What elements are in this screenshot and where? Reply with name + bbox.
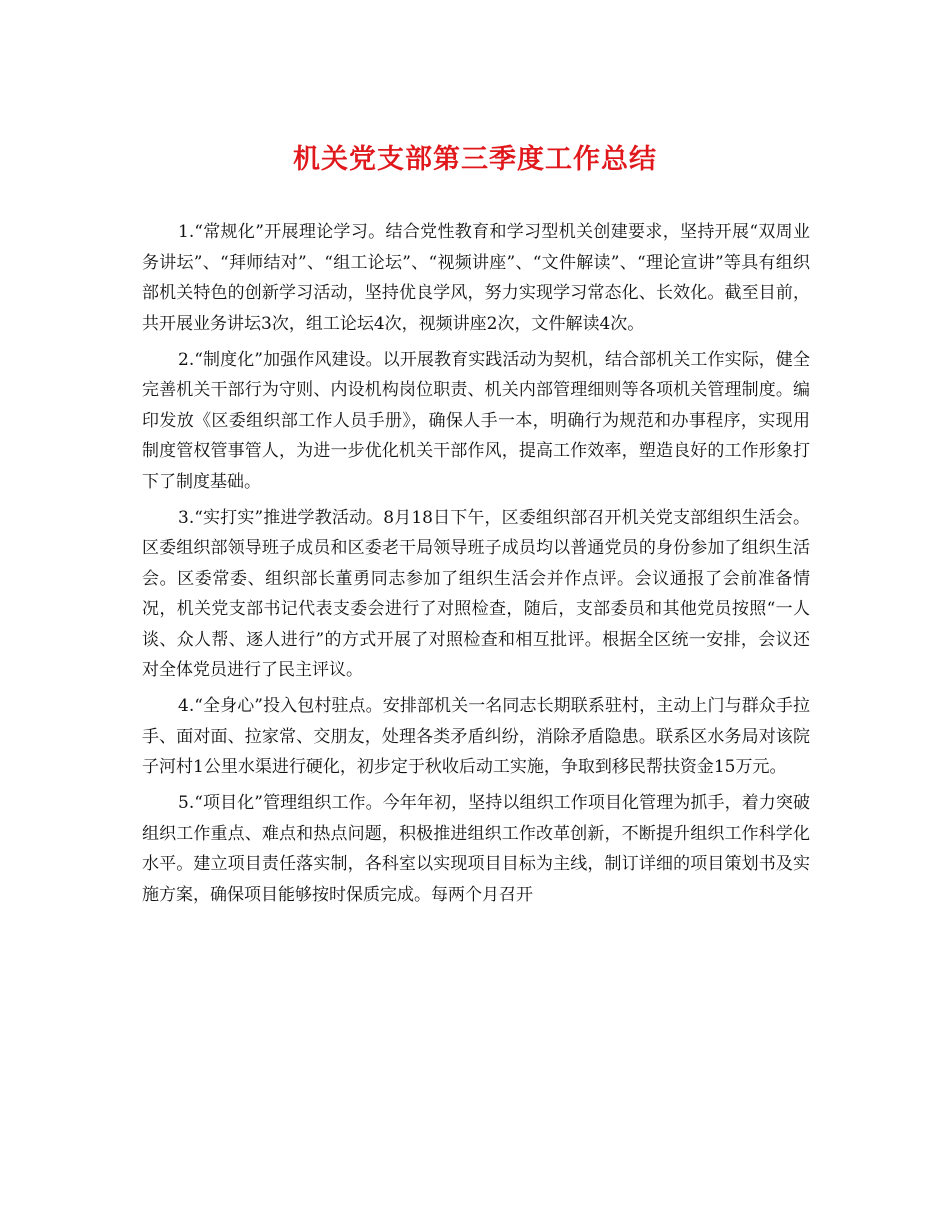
paragraph-3: 3.“实打实”推进学教活动。8月18日下午，区委组织部召开机关党支部组织生活会。区委组织部领导班子成员和区委老干局领导班子成员均以普通党员的身份参加了组织生活会。区委常委、组织部长董勇同志参加了组织生活会并作点评。会议通报了会前准备情况，机关党支部书记代表支委会进行了对照检查，随后，支部委员和其他党员按照“一人谈、众人帮、逐人进行”的方式开展了对照检查和相互批评。根据全区统一安排，会议还对全体党员进行了民主评议。	[142, 507, 810, 680]
paragraph-4: 4.“全身心”投入包村驻点。安排部机关一名同志长期联系驻村，主动上门与群众手拉手、面对面、拉家常、交朋友，处理各类矛盾纠纷，消除矛盾隐患。联系区水务局对该院子河村1公里水渠进行硬化，初步定于秋收后动工实施，争取到移民帮扶资金15万元。	[142, 696, 810, 777]
paragraph-5: 5.“项目化”管理组织工作。今年年初，坚持以组织工作项目化管理为抓手，着力突破组织工作重点、难点和热点问题，积极推进组织工作改革创新，不断提升组织工作科学化水平。建立项目责任落实制，各科室以实现项目目标为主线，制订详细的项目策划书及实施方案，确保项目能够按时保质完成。每两个月召开	[142, 793, 810, 905]
paragraph-1: 1.“常规化”开展理论学习。结合党性教育和学习型机关创建要求，坚持开展“双周业务讲坛”、“拜师结对”、“组工论坛”、“视频讲座”、“文件解读”、“理论宣讲”等具有组织部机关特色的创新学习活动，坚持优良学风，努力实现学习常态化、长效化。截至目前，共开展业务讲坛3次，组工论坛4次，视频讲座2次，文件解读4次。	[142, 222, 810, 334]
document-body	[142, 217, 810, 916]
paragraph-2: 2.“制度化”加强作风建设。以开展教育实践活动为契机，结合部机关工作实际，健全完善机关干部行为守则、内设机构岗位职责、机关内部管理细则等各项机关管理制度。编印发放《区委组织部工作人员手册》，确保人手一本，明确行为规范和办事程序，实现用制度管权管事管人，为进一步优化机关干部作风，提高工作效率，塑造良好的工作形象打下了制度基础。	[142, 349, 810, 492]
document-title: 机关党支部第三季度工作总结	[293, 144, 657, 175]
